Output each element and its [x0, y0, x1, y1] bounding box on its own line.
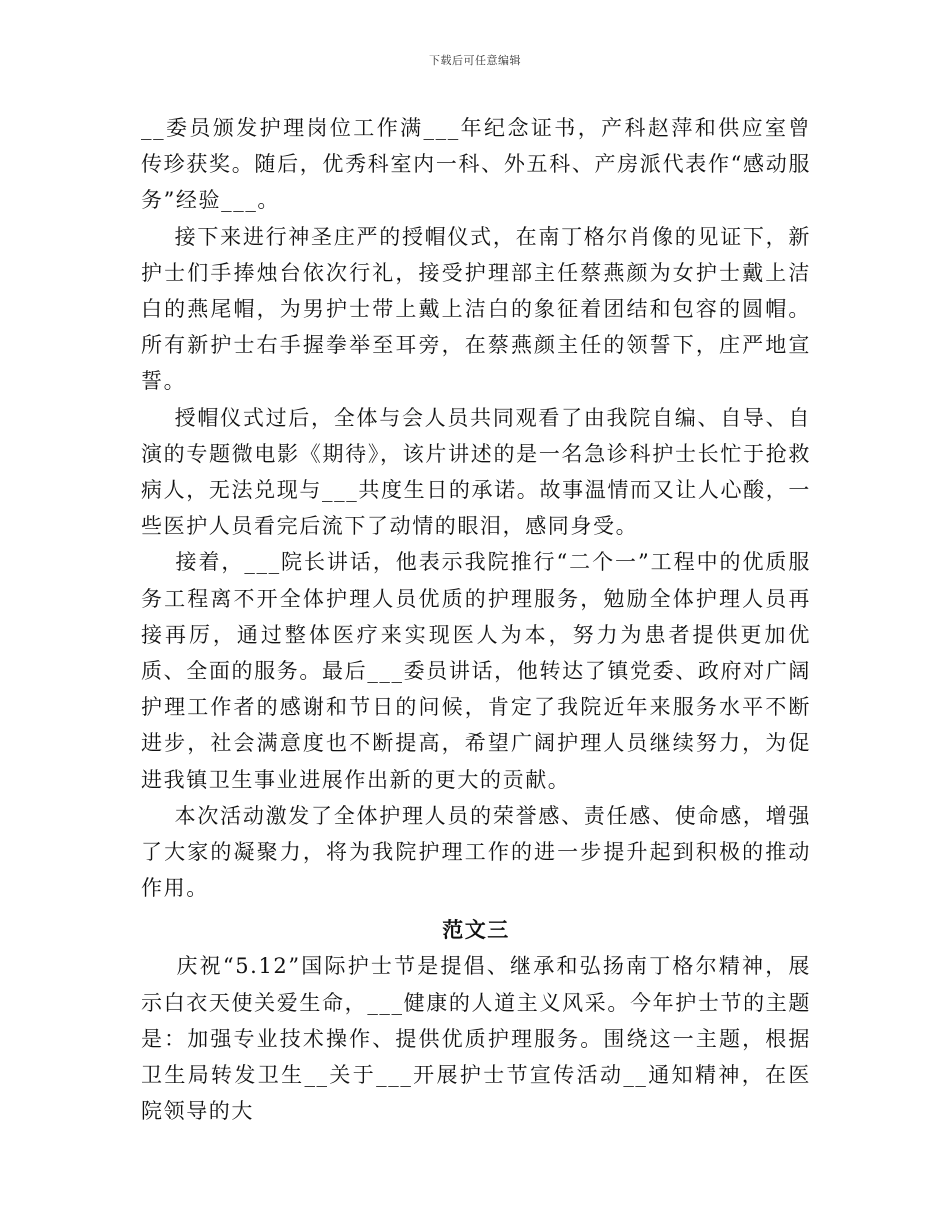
- document-body: [141, 110, 811, 1129]
- page-header: 下载后可任意编辑: [429, 54, 521, 67]
- paragraph-5: 本次活动激发了全体护理人员的荣誉感、责任感、使命感，增强了大家的凝聚力，将为我院护理工作的进一步提升起到积极的推动作用。: [141, 803, 811, 901]
- section-paragraph-1: 庆祝“5.12”国际护士节是提倡、继承和弘扬南丁格尔精神，展示白衣天使关爱生命，___健康的人道主义风采。今年护士节的主题是：加强专业技术操作、提供优质护理服务。围绕这一主题，根据卫生局转发卫生__关于___开展护士节宣传活动__通知精神，在医院领导的大: [141, 954, 811, 1124]
- section-title: 范文三: [442, 917, 510, 943]
- paragraph-4: 接着，___院长讲话，他表示我院推行“二个一”工程中的优质服务工程离不开全体护理人员优质的护理服务，勉励全体护理人员再接再厉，通过整体医疗来实现医人为本，努力为患者提供更加优质、全面的服务。最后___委员讲话，他转达了镇党委、政府对广阔护理工作者的感谢和节日的问候，肯定了我院近年来服务水平不断进步，社会满意度也不断提高，希望广阔护理人员继续努力，为促进我镇卫生事业进展作出新的更大的贡献。: [141, 550, 811, 792]
- paragraph-2: 接下来进行神圣庄严的授帽仪式，在南丁格尔肖像的见证下，新护士们手捧烛台依次行礼，接受护理部主任蔡燕颜为女护士戴上洁白的燕尾帽，为男护士带上戴上洁白的象征着团结和包容的圆帽。所有新护士右手握拳举至耳旁，在蔡燕颜主任的领誓下，庄严地宣誓。: [141, 224, 811, 394]
- paragraph-1: __委员颁发护理岗位工作满___年纪念证书，产科赵萍和供应室曾传珍获奖。随后，优秀科室内一科、外五科、产房派代表作“感动服务”经验___。: [141, 116, 811, 213]
- paragraph-3: 授帽仪式过后，全体与会人员共同观看了由我院自编、自导、自演的专题微电影《期待》，该片讲述的是一名急诊科护士长忙于抢救病人，无法兑现与___共度生日的承诺。故事温情而又让人心酸，一些医护人员看完后流下了动情的眼泪，感同身受。: [141, 405, 811, 539]
